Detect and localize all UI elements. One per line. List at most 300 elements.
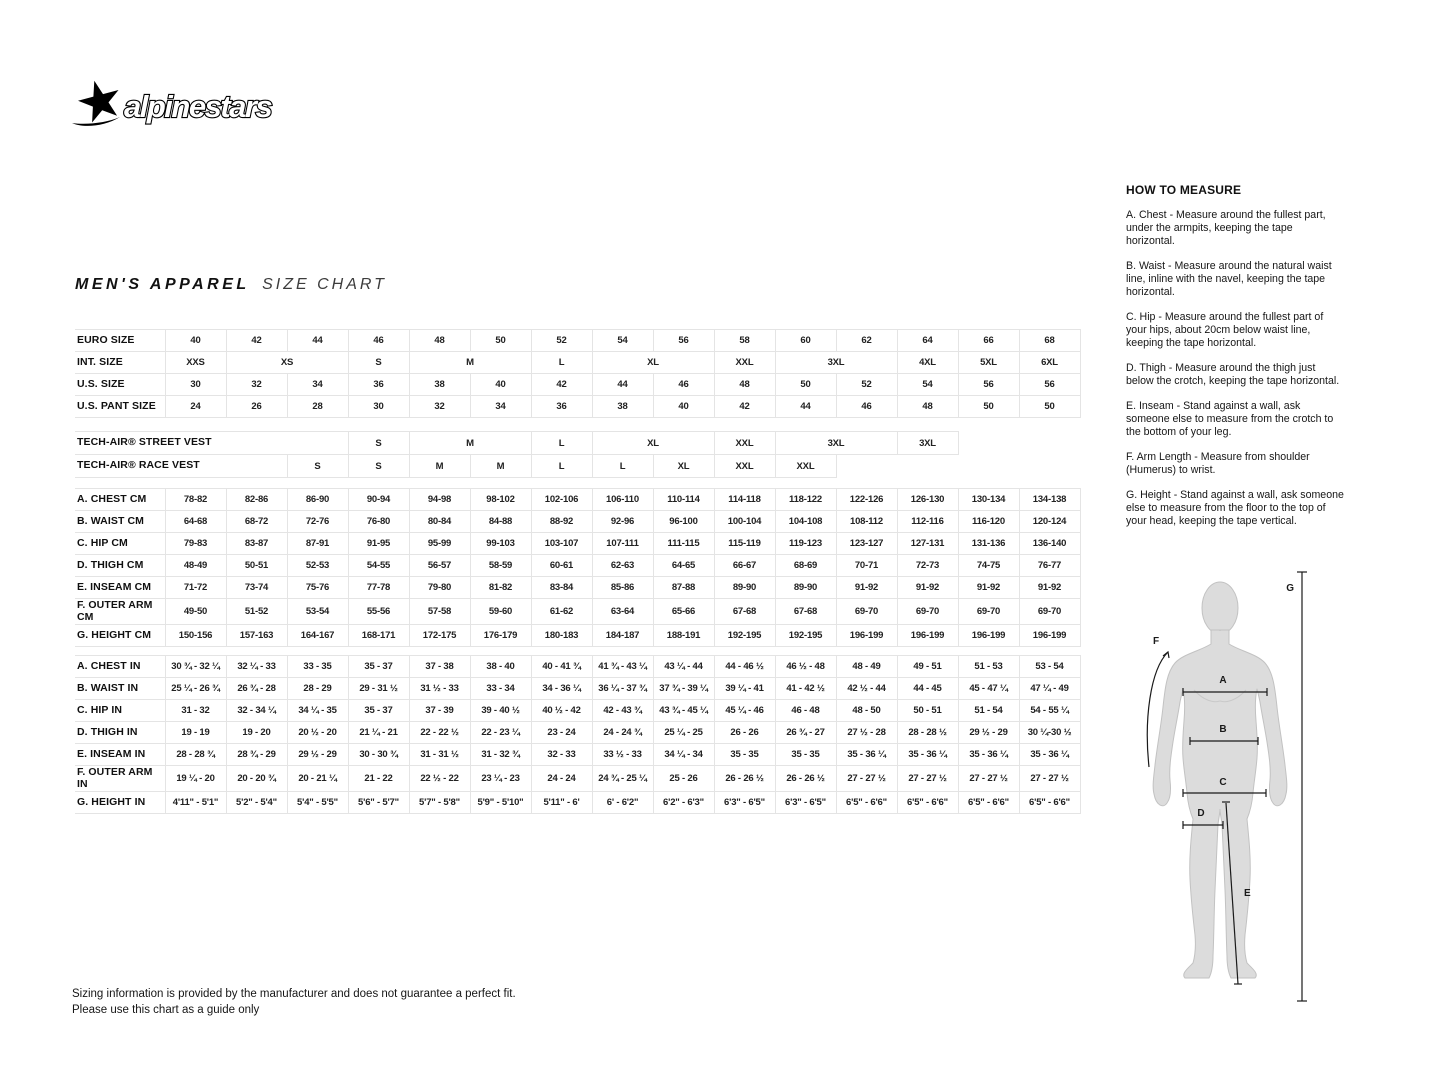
size-cell: 40	[470, 374, 531, 396]
size-cell: 192-195	[775, 625, 836, 647]
size-cell: 31 - 32	[165, 700, 226, 722]
size-cell: 53-54	[287, 599, 348, 625]
body-diagram-svg	[1128, 560, 1338, 1030]
size-cell: 27 - 27 ½	[836, 766, 897, 792]
size-cell: 46 - 48	[775, 700, 836, 722]
size-cell: 35 - 35	[775, 744, 836, 766]
size-cell: 136-140	[1019, 533, 1080, 555]
size-cell: XXL	[714, 455, 775, 478]
size-cell: 196-199	[836, 625, 897, 647]
size-cell: 32	[226, 374, 287, 396]
size-cell: 44	[592, 374, 653, 396]
size-cell: 116-120	[958, 511, 1019, 533]
size-cell: 38	[409, 374, 470, 396]
size-cell: L	[531, 432, 592, 455]
size-cell: 77-78	[348, 577, 409, 599]
size-cell: 40	[165, 330, 226, 352]
size-cell: 84-88	[470, 511, 531, 533]
size-cell: 27 ½ - 28	[836, 722, 897, 744]
size-cell: 23 ¼ - 23	[470, 766, 531, 792]
size-cell: 29 - 31 ½	[348, 678, 409, 700]
table-row-inseam-in	[75, 744, 1080, 766]
row-label-hip-in: C. HIP IN	[75, 700, 165, 722]
disclaimer	[72, 986, 516, 1018]
table-row-tech-air-race-vest	[75, 455, 1080, 478]
size-cell: 192-195	[714, 625, 775, 647]
page-title-primary: MEN'S APPAREL	[75, 276, 250, 293]
size-cell: M	[409, 432, 531, 455]
disclaimer-line-2: Please use this chart as a guide only	[72, 1004, 260, 1016]
size-cell: 104-108	[775, 511, 836, 533]
table-row-thigh-cm	[75, 555, 1080, 577]
size-cell: 36	[348, 374, 409, 396]
size-cell: 69-70	[958, 599, 1019, 625]
size-cell: 59-60	[470, 599, 531, 625]
size-cell: 176-179	[470, 625, 531, 647]
size-cell: 47 ¼ - 49	[1019, 678, 1080, 700]
alpinestars-logo-graphic	[70, 76, 330, 136]
size-cell: 70-71	[836, 555, 897, 577]
size-cell: L	[531, 352, 592, 374]
size-cell: M	[409, 352, 531, 374]
size-cell: 64	[897, 330, 958, 352]
section-spacer	[75, 418, 1080, 432]
size-cell: 32	[409, 396, 470, 418]
size-cell: 40	[653, 396, 714, 418]
size-cell: 103-107	[531, 533, 592, 555]
size-cell: 88-92	[531, 511, 592, 533]
size-cell: 34 - 36 ¼	[531, 678, 592, 700]
size-cell: 83-87	[226, 533, 287, 555]
size-cell: 21 ¼ - 21	[348, 722, 409, 744]
empty-cell	[897, 455, 958, 478]
height-line-g	[1297, 572, 1307, 1001]
size-cell: 29 ½ - 29	[287, 744, 348, 766]
size-cell: 39 - 40 ½	[470, 700, 531, 722]
diagram-label-b: B	[1219, 724, 1227, 735]
table-row-euro-size	[75, 330, 1080, 352]
size-cell: 44 - 45	[897, 678, 958, 700]
size-cell: 67-68	[775, 599, 836, 625]
size-cell: 42 - 43 ¾	[592, 700, 653, 722]
size-cell: 123-127	[836, 533, 897, 555]
size-cell: 31 ½ - 33	[409, 678, 470, 700]
measure-instruction-a: A. Chest - Measure around the fullest part, under the armpits, keeping the tape horizontal.	[1126, 209, 1326, 247]
size-cell: 134-138	[1019, 489, 1080, 511]
size-cell: 51 - 54	[958, 700, 1019, 722]
size-cell: 5XL	[958, 352, 1019, 374]
size-chart-table-wrap	[75, 329, 1080, 814]
size-cell: 19 - 19	[165, 722, 226, 744]
size-cell: 112-116	[897, 511, 958, 533]
size-cell: 196-199	[958, 625, 1019, 647]
size-cell: 22 ½ - 22	[409, 766, 470, 792]
size-cell: 46	[348, 330, 409, 352]
table-row-us-pant-size	[75, 396, 1080, 418]
size-cell: 28	[287, 396, 348, 418]
size-cell: 6'5" - 6'6"	[958, 792, 1019, 814]
size-cell: 30 - 30 ¾	[348, 744, 409, 766]
size-cell: 4XL	[897, 352, 958, 374]
size-cell: 196-199	[897, 625, 958, 647]
size-table-body	[75, 330, 1080, 814]
size-cell: 130-134	[958, 489, 1019, 511]
diagram-label-c: C	[1219, 777, 1227, 788]
size-cell: 34	[287, 374, 348, 396]
how-to-measure-list	[1126, 209, 1344, 528]
row-label-euro-size: EURO SIZE	[75, 330, 165, 352]
table-row-tech-air-street-vest	[75, 432, 1080, 455]
size-cell: 58	[714, 330, 775, 352]
size-cell: 56	[653, 330, 714, 352]
size-cell: 25 - 26	[653, 766, 714, 792]
size-cell: 164-167	[287, 625, 348, 647]
size-cell: 57-58	[409, 599, 470, 625]
size-cell: 29 ½ - 29	[958, 722, 1019, 744]
size-cell: 60	[775, 330, 836, 352]
size-cell: 20 ½ - 20	[287, 722, 348, 744]
size-cell: 90-94	[348, 489, 409, 511]
size-cell: 48-49	[165, 555, 226, 577]
row-label-us-pant-size: U.S. PANT SIZE	[75, 396, 165, 418]
row-label-us-size: U.S. SIZE	[75, 374, 165, 396]
measure-instruction-f: F. Arm Length - Measure from shoulder (Humerus) to wrist.	[1126, 451, 1310, 476]
empty-cell	[958, 455, 1019, 478]
size-cell: 48	[409, 330, 470, 352]
size-cell: 30 ¾ - 32 ¼	[165, 656, 226, 678]
size-cell: 69-70	[897, 599, 958, 625]
diagram-label-e: E	[1244, 888, 1251, 899]
measure-instruction-c: C. Hip - Measure around the fullest part of your hips, about 20cm below waist line, keeping the tape horizontal.	[1126, 311, 1324, 349]
size-cell: 24	[165, 396, 226, 418]
size-cell: 108-112	[836, 511, 897, 533]
size-cell: 82-86	[226, 489, 287, 511]
size-cell: 64-65	[653, 555, 714, 577]
size-cell: 150-156	[165, 625, 226, 647]
table-row-outer-arm-cm	[75, 599, 1080, 625]
size-cell: 96-100	[653, 511, 714, 533]
size-cell: 50	[1019, 396, 1080, 418]
size-cell: 91-92	[897, 577, 958, 599]
size-cell: 54	[897, 374, 958, 396]
size-cell: 114-118	[714, 489, 775, 511]
size-cell: 51 - 53	[958, 656, 1019, 678]
row-label-tech-air-race-vest: TECH-AIR® RACE VEST	[75, 455, 287, 478]
size-cell: 44 - 46 ½	[714, 656, 775, 678]
size-cell: 31 - 31 ½	[409, 744, 470, 766]
body-measurement-diagram	[1128, 560, 1338, 1030]
size-cell: 48 - 49	[836, 656, 897, 678]
size-cell: 54 - 55 ¼	[1019, 700, 1080, 722]
diagram-label-d: D	[1197, 808, 1205, 819]
size-cell: 38	[592, 396, 653, 418]
row-label-waist-cm: B. WAIST CM	[75, 511, 165, 533]
size-cell: 63-64	[592, 599, 653, 625]
table-row-waist-cm	[75, 511, 1080, 533]
section-spacer	[75, 647, 1080, 656]
size-cell: 49 - 51	[897, 656, 958, 678]
size-cell: 35 - 37	[348, 700, 409, 722]
size-cell: 35 - 36 ¼	[836, 744, 897, 766]
size-cell: 6'5" - 6'6"	[836, 792, 897, 814]
size-cell: 106-110	[592, 489, 653, 511]
size-cell: 87-91	[287, 533, 348, 555]
size-cell: S	[348, 352, 409, 374]
size-cell: 44	[287, 330, 348, 352]
size-cell: 68-69	[775, 555, 836, 577]
empty-cell	[1019, 455, 1080, 478]
size-cell: 72-73	[897, 555, 958, 577]
size-cell: 45 ¼ - 46	[714, 700, 775, 722]
page-title-secondary: SIZE CHART	[262, 276, 387, 293]
size-cell: 52-53	[287, 555, 348, 577]
size-cell: M	[470, 455, 531, 478]
table-row-inseam-cm	[75, 577, 1080, 599]
size-cell: 48	[714, 374, 775, 396]
size-cell: 42	[714, 396, 775, 418]
size-cell: XL	[653, 455, 714, 478]
size-cell: 172-175	[409, 625, 470, 647]
size-cell: 27 - 27 ½	[1019, 766, 1080, 792]
disclaimer-line-1: Sizing information is provided by the manufacturer and does not guarantee a perfect fit.	[72, 988, 516, 1000]
size-cell: 28 - 29	[287, 678, 348, 700]
size-cell: 56-57	[409, 555, 470, 577]
size-cell: 100-104	[714, 511, 775, 533]
size-cell: 50	[958, 396, 1019, 418]
size-cell: 86-90	[287, 489, 348, 511]
size-cell: 45 - 47 ¼	[958, 678, 1019, 700]
size-cell: 62-63	[592, 555, 653, 577]
size-cell: 34 ¼ - 35	[287, 700, 348, 722]
size-cell: 20 - 21 ¼	[287, 766, 348, 792]
size-cell: 43 ¼ - 44	[653, 656, 714, 678]
size-cell: 54	[592, 330, 653, 352]
size-cell: 52	[836, 374, 897, 396]
size-cell: 120-124	[1019, 511, 1080, 533]
table-row-outer-arm-in	[75, 766, 1080, 792]
how-to-measure-section	[1126, 183, 1344, 528]
size-cell: 19 - 20	[226, 722, 287, 744]
size-cell: 33 - 34	[470, 678, 531, 700]
measure-instruction-d: D. Thigh - Measure around the thigh just below the crotch, keeping the tape horizontal.	[1126, 362, 1340, 387]
row-label-outer-arm-cm: F. OUTER ARM CM	[75, 599, 165, 625]
size-cell: 118-122	[775, 489, 836, 511]
size-cell: 35 - 36 ¼	[1019, 744, 1080, 766]
measure-instruction-e: E. Inseam - Stand against a wall, ask someone else to measure from the crotch to the bottom of your leg.	[1126, 400, 1334, 438]
how-to-measure-heading: HOW TO MEASURE	[1126, 183, 1242, 197]
row-label-inseam-cm: E. INSEAM CM	[75, 577, 165, 599]
size-cell: 34 ¼ - 34	[653, 744, 714, 766]
size-cell: M	[409, 455, 470, 478]
size-cell: 48	[897, 396, 958, 418]
table-row-height-in	[75, 792, 1080, 814]
size-cell: 72-76	[287, 511, 348, 533]
table-row-waist-in	[75, 678, 1080, 700]
size-cell: 66	[958, 330, 1019, 352]
row-label-chest-in: A. CHEST IN	[75, 656, 165, 678]
row-label-height-cm: G. HEIGHT CM	[75, 625, 165, 647]
table-row-chest-cm	[75, 489, 1080, 511]
size-cell: 48 - 50	[836, 700, 897, 722]
size-cell: 5'9" - 5'10"	[470, 792, 531, 814]
table-row-int-size	[75, 352, 1080, 374]
size-cell: 6' - 6'2"	[592, 792, 653, 814]
size-cell: 6'3" - 6'5"	[714, 792, 775, 814]
size-cell: 196-199	[1019, 625, 1080, 647]
size-cell: 74-75	[958, 555, 1019, 577]
size-cell: 49-50	[165, 599, 226, 625]
measure-instruction-b: B. Waist - Measure around the natural waist line, inline with the navel, keeping the tape horizontal.	[1126, 260, 1332, 298]
size-cell: 91-92	[958, 577, 1019, 599]
size-cell: 25 ¼ - 26 ¾	[165, 678, 226, 700]
size-cell: 40 - 41 ¾	[531, 656, 592, 678]
size-cell: 27 - 27 ½	[897, 766, 958, 792]
size-cell: 24 - 24	[531, 766, 592, 792]
size-cell: 26 ¾ - 27	[775, 722, 836, 744]
size-cell: 85-86	[592, 577, 653, 599]
size-cell: 43 ¾ - 45 ¼	[653, 700, 714, 722]
size-cell: 26 ¾ - 28	[226, 678, 287, 700]
size-cell: 22 - 22 ½	[409, 722, 470, 744]
size-cell: 50 - 51	[897, 700, 958, 722]
size-cell: 24 - 24 ¾	[592, 722, 653, 744]
size-cell: 79-80	[409, 577, 470, 599]
size-cell: S	[287, 455, 348, 478]
size-cell: 35 - 35	[714, 744, 775, 766]
size-cell: 22 - 23 ¼	[470, 722, 531, 744]
size-cell: 26 - 26 ½	[714, 766, 775, 792]
size-cell: 40 ½ - 42	[531, 700, 592, 722]
size-cell: 66-67	[714, 555, 775, 577]
size-cell: 81-82	[470, 577, 531, 599]
size-cell: S	[348, 455, 409, 478]
size-cell: 26 - 26 ½	[775, 766, 836, 792]
size-cell: 6'5" - 6'6"	[897, 792, 958, 814]
size-cell: 28 - 28 ½	[897, 722, 958, 744]
size-cell: 41 ¾ - 43 ¼	[592, 656, 653, 678]
size-cell: 126-130	[897, 489, 958, 511]
size-cell: 99-103	[470, 533, 531, 555]
size-cell: 32 - 34 ¼	[226, 700, 287, 722]
size-cell: 92-96	[592, 511, 653, 533]
size-cell: XL	[592, 432, 714, 455]
size-cell: 52	[531, 330, 592, 352]
size-cell: 188-191	[653, 625, 714, 647]
row-label-hip-cm: C. HIP CM	[75, 533, 165, 555]
size-cell: 6'3" - 6'5"	[775, 792, 836, 814]
size-cell: 27 - 27 ½	[958, 766, 1019, 792]
alpinestars-logo	[70, 76, 330, 136]
size-cell: 37 - 39	[409, 700, 470, 722]
size-cell: 5'4" - 5'5"	[287, 792, 348, 814]
size-cell: 76-80	[348, 511, 409, 533]
size-cell: 168-171	[348, 625, 409, 647]
size-cell: 3XL	[775, 352, 897, 374]
size-cell: 127-131	[897, 533, 958, 555]
size-cell: 54-55	[348, 555, 409, 577]
table-row-thigh-in	[75, 722, 1080, 744]
size-cell: 110-114	[653, 489, 714, 511]
size-cell: 68	[1019, 330, 1080, 352]
size-cell: 5'2" - 5'4"	[226, 792, 287, 814]
empty-cell	[836, 455, 897, 478]
size-cell: 30 ¼-30 ½	[1019, 722, 1080, 744]
row-label-inseam-in: E. INSEAM IN	[75, 744, 165, 766]
table-row-height-cm	[75, 625, 1080, 647]
size-cell: 119-123	[775, 533, 836, 555]
size-cell: 69-70	[836, 599, 897, 625]
size-cell: 73-74	[226, 577, 287, 599]
size-cell: 50	[775, 374, 836, 396]
size-cell: 64-68	[165, 511, 226, 533]
size-cell: 36	[531, 396, 592, 418]
size-cell: 33 - 35	[287, 656, 348, 678]
row-label-chest-cm: A. CHEST CM	[75, 489, 165, 511]
size-cell: XXL	[775, 455, 836, 478]
size-cell: 115-119	[714, 533, 775, 555]
size-cell: 3XL	[897, 432, 958, 455]
row-label-thigh-cm: D. THIGH CM	[75, 555, 165, 577]
size-cell: 122-126	[836, 489, 897, 511]
size-cell: 30	[348, 396, 409, 418]
size-cell: 76-77	[1019, 555, 1080, 577]
size-cell: 89-90	[775, 577, 836, 599]
size-cell: 53 - 54	[1019, 656, 1080, 678]
size-cell: 80-84	[409, 511, 470, 533]
size-cell: 38 - 40	[470, 656, 531, 678]
size-cell: 61-62	[531, 599, 592, 625]
section-spacer	[75, 478, 1080, 489]
size-cell: 184-187	[592, 625, 653, 647]
row-label-outer-arm-in: F. OUTER ARM IN	[75, 766, 165, 792]
row-label-tech-air-street-vest: TECH-AIR® STREET VEST	[75, 432, 348, 455]
diagram-label-g: G	[1286, 583, 1294, 594]
row-label-int-size: INT. SIZE	[75, 352, 165, 374]
size-cell: 60-61	[531, 555, 592, 577]
size-cell: 46	[653, 374, 714, 396]
size-cell: 19 ¼ - 20	[165, 766, 226, 792]
empty-cell	[958, 432, 1019, 455]
size-cell: XL	[592, 352, 714, 374]
size-cell: 42	[531, 374, 592, 396]
size-cell: 46	[836, 396, 897, 418]
size-table	[75, 329, 1081, 814]
size-cell: 58-59	[470, 555, 531, 577]
size-cell: 5'11" - 6'	[531, 792, 592, 814]
size-cell: 25 ¼ - 25	[653, 722, 714, 744]
size-cell: 26	[226, 396, 287, 418]
size-cell: 87-88	[653, 577, 714, 599]
size-cell: 32 - 33	[531, 744, 592, 766]
size-cell: 6'5" - 6'6"	[1019, 792, 1080, 814]
size-cell: 23 - 24	[531, 722, 592, 744]
size-cell: 55-56	[348, 599, 409, 625]
size-cell: 34	[470, 396, 531, 418]
table-row-hip-cm	[75, 533, 1080, 555]
size-cell: 71-72	[165, 577, 226, 599]
size-cell: XS	[226, 352, 348, 374]
size-cell: 35 - 36 ¼	[958, 744, 1019, 766]
size-cell: 24 ¾ - 25 ¼	[592, 766, 653, 792]
size-cell: 42 ½ - 44	[836, 678, 897, 700]
size-cell: 28 ¾ - 29	[226, 744, 287, 766]
size-cell: 44	[775, 396, 836, 418]
table-row-hip-in	[75, 700, 1080, 722]
size-cell: 32 ¼ - 33	[226, 656, 287, 678]
size-cell: 56	[1019, 374, 1080, 396]
size-cell: 180-183	[531, 625, 592, 647]
size-cell: 41 - 42 ½	[775, 678, 836, 700]
